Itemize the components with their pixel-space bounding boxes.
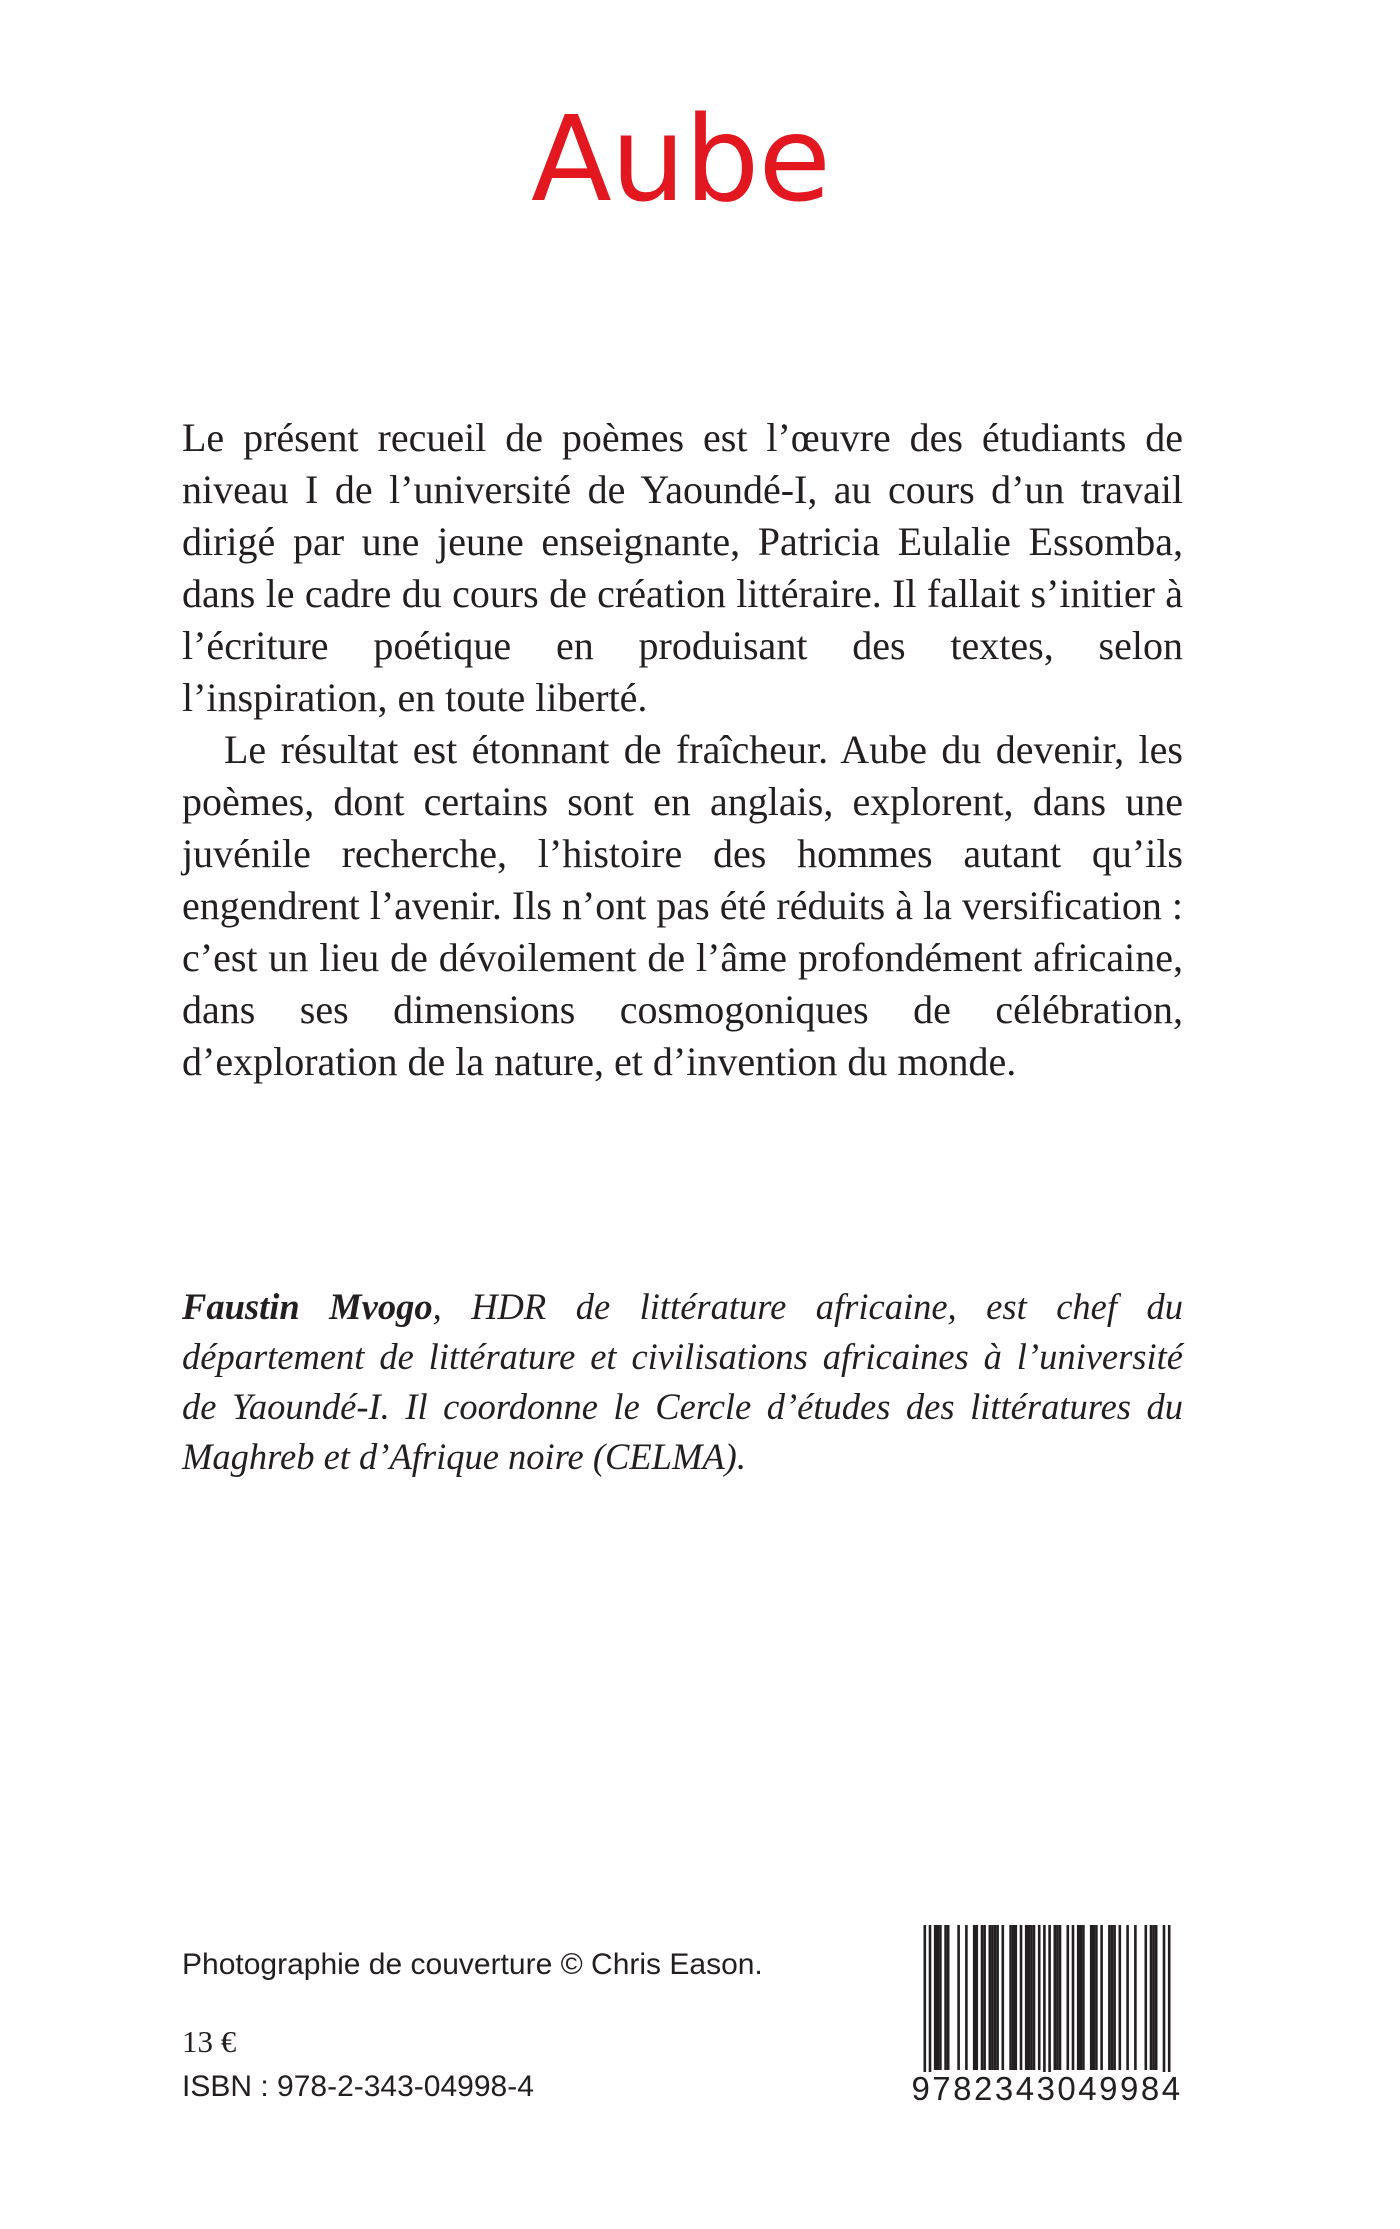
barcode-bar [1038,1925,1041,2070]
barcode-bar [934,1925,937,2070]
barcode-bar [1095,1925,1098,2070]
barcode-bar [1030,1925,1033,2070]
barcode-bar [1111,1925,1114,2070]
barcode-bar [1056,1925,1059,2070]
barcode-bar [1163,1925,1166,2083]
barcode-bar [1108,1925,1111,2070]
barcode-bar [994,1925,997,2070]
barcode-bar [1100,1925,1103,2070]
barcode-bar [1152,1925,1155,2070]
barcode-bar [1048,1925,1051,2083]
barcode-bar [1054,1925,1057,2070]
barcode-bar [924,1925,927,2083]
barcode-bars-icon [910,1925,1184,2083]
isbn-barcode [910,1925,1184,2115]
barcode-bar [989,1925,992,2070]
author-bio [182,1282,1183,1482]
isbn: ISBN : 978-2-343-04998-4 [182,2070,534,2103]
barcode-bar [973,1925,976,2070]
barcode-bar [939,1925,942,2070]
barcode-bar [976,1925,979,2070]
barcode-bar [991,1925,994,2070]
barcode-bar [1134,1925,1137,2070]
barcode-bar [1113,1925,1116,2070]
barcode-bar [965,1925,968,2070]
barcode-bar [1168,1925,1171,2083]
barcode-bar [1020,1925,1023,2070]
barcode-bar [981,1925,984,2070]
barcode-bar [1155,1925,1158,2070]
barcode-bar [1067,1925,1070,2070]
barcode-bar [1009,1925,1012,2070]
barcode-bar [983,1925,986,2070]
barcode-bar [1119,1925,1122,2070]
barcode-bar [1082,1925,1085,2070]
barcode-bar [944,1925,947,2070]
barcode-bar [947,1925,950,2070]
barcode-bar [1028,1925,1031,2070]
barcode-bar [1093,1925,1096,2070]
barcode-bar [1077,1925,1080,2070]
barcode-bar [957,1925,960,2070]
barcode-bar [1002,1925,1005,2070]
barcode-bar [1059,1925,1062,2070]
barcode-bar [1015,1925,1018,2070]
barcode-bar [1145,1925,1148,2070]
blurb-paragraph: Le présent recueil de poèmes est l’œuvre des étudiants de niveau I de l’université de Yaoundé-I, au cours d’un travail dirigé par une jeune enseignante, Patricia Eulalie Essomba, dans le cadre du cours de création littéraire. Il fallait s’initier à l’écriture poétique en produisant des textes, selon l’inspiration, en toute liberté. [182,415,1183,720]
author-name: Faustin Mvogo [182,1286,433,1327]
back-cover-blurb [182,412,1183,1088]
blurb-paragraph: Le résultat est étonnant de fraîcheur. Aube du devenir, les poèmes, dont certains sont en anglais, explorent, dans une juvénile recherche, l’histoire des hommes autant qu’ils engendrent l’avenir. Ils n’ont pas été réduits à la versification : c’est un lieu de dévoilement de l’âme profondément africaine, dans ses dimensions cosmogoniques de célébration, d’exploration de la nature, et d’invention du monde. [182,727,1183,1084]
barcode-bar [1012,1925,1015,2070]
price: 13 € [182,2024,237,2059]
barcode-bar [996,1925,999,2070]
book-title: Aube [530,90,830,228]
barcode-bar [1072,1925,1075,2070]
photo-credit: Photographie de couverture © Chris Eason. [182,1948,763,1981]
barcode-bar [1080,1925,1083,2070]
barcode-digits: 9782343049984 [911,2070,1183,2107]
barcode-bar [929,1925,932,2083]
author-bio-text: , HDR de littérature africaine, est chef du département de littérature et civilisations africaines à l’université de Yaoundé-I. Il coordonne le Cercle d’études des littératures du Maghreb et d’Afrique noire (CELMA). [182,1286,1183,1477]
barcode-bar [1150,1925,1153,2070]
barcode-bar [1090,1925,1093,2070]
barcode-bar [1025,1925,1028,2070]
barcode-bar [937,1925,940,2070]
barcode-bar [1043,1925,1046,2083]
barcode-bar [1033,1925,1036,2070]
barcode-bar [1126,1925,1129,2070]
